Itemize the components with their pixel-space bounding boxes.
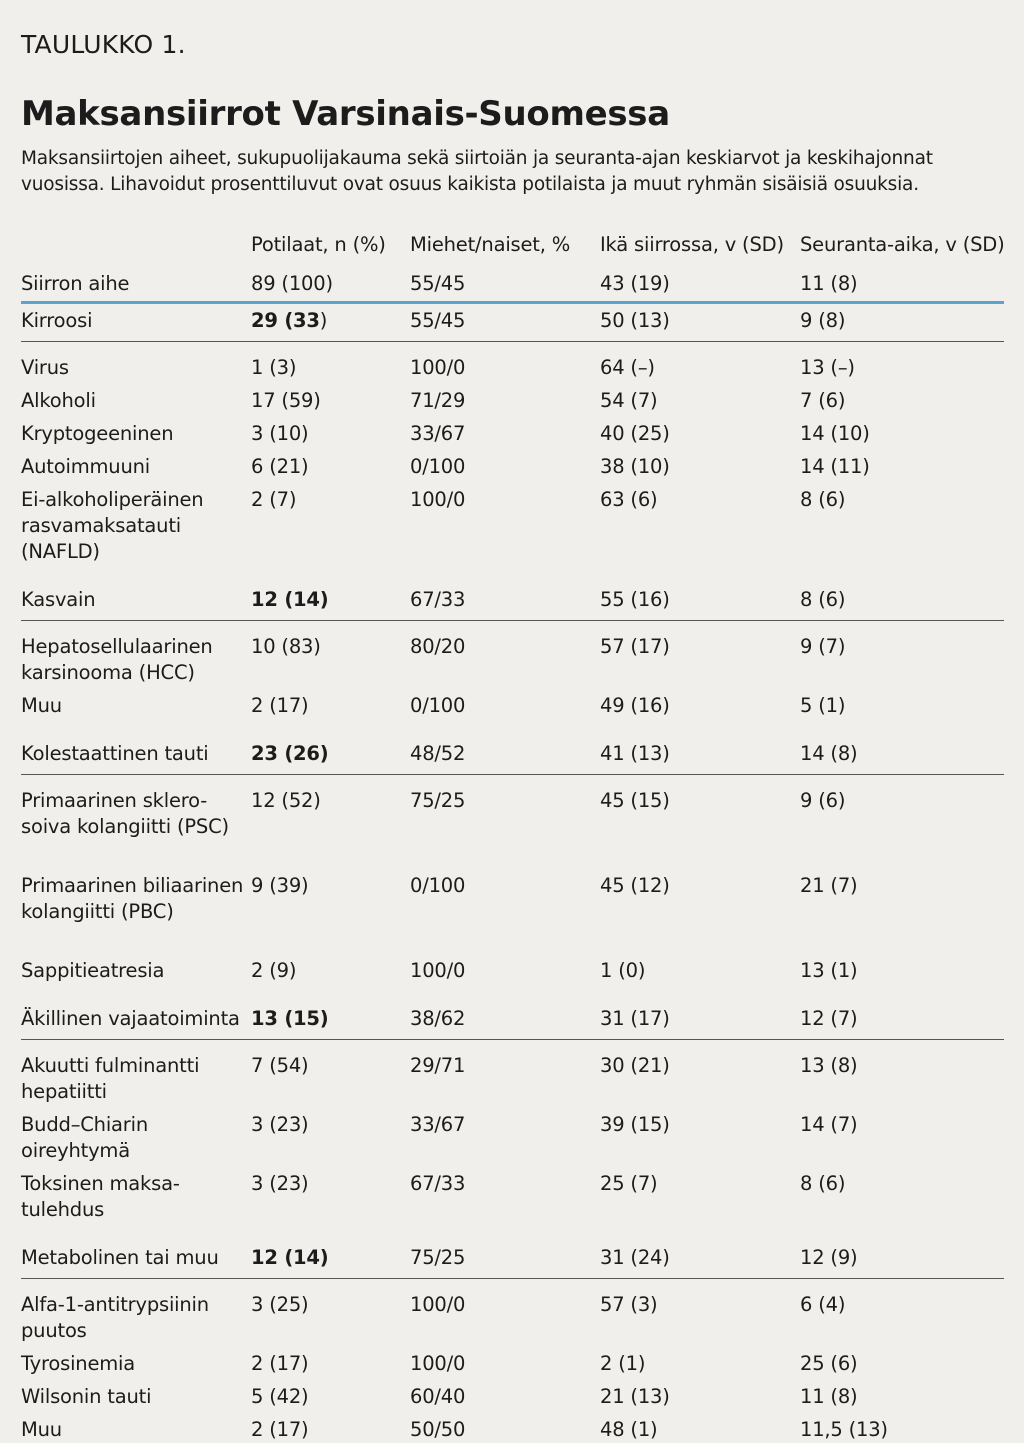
- table-row: [21, 1105, 1004, 1164]
- table-cell: 11 (8): [800, 272, 858, 295]
- table-cell: 23 (26): [251, 742, 329, 765]
- table-cell: 13 (–): [800, 356, 855, 379]
- table-cell: 38 (10): [600, 455, 670, 478]
- table-row: [21, 686, 1004, 719]
- table-cell: 9 (7): [800, 635, 846, 658]
- row-label: Primaarinen sklero-soiva kolangiitti (PSC): [21, 789, 229, 838]
- table-cell: 49 (16): [600, 694, 670, 717]
- table-row: [21, 381, 1004, 414]
- table-cell: 1 (0): [600, 959, 646, 982]
- table-cell: 80/20: [410, 635, 466, 658]
- table-cell: 3 (25): [251, 1293, 309, 1316]
- table-cell: 75/25: [410, 1246, 466, 1269]
- table-cell: 41 (13): [600, 742, 670, 765]
- table-row: [21, 1344, 1004, 1377]
- row-label: Ei-alkoholiperäinen rasvamaksatauti (NAFLD): [21, 488, 204, 563]
- table-cell: 11 (8): [800, 1385, 858, 1408]
- table-cell: 14 (11): [800, 455, 870, 478]
- table-cell: 54 (7): [600, 389, 658, 412]
- table-cell: 2 (17): [251, 1418, 309, 1441]
- table-caption: Maksansiirtojen aiheet, sukupuolijakauma sekä siirtoiän ja seuranta-ajan keskiarvot ja keskihajonnat vuosissa. Lihavoidut prosenttiluvut ovat osuus kaikista potilaista ja muut ryhmän sisäisiä osuuksia.: [21, 148, 933, 195]
- table-row: [21, 1279, 1004, 1344]
- row-label: Muu: [21, 694, 62, 717]
- table-cell: 10 (83): [251, 635, 321, 658]
- table-row: [21, 342, 1004, 381]
- table-row: [21, 1410, 1004, 1443]
- row-label: Muu: [21, 1418, 62, 1441]
- table-row: [21, 775, 1004, 866]
- table-cell: 9 (39): [251, 874, 309, 897]
- table-cell: [251, 308, 410, 341]
- row-label: Siirron aihe: [21, 272, 130, 295]
- table-cell: 7 (6): [800, 389, 846, 412]
- table-cell: 3 (10): [251, 422, 309, 445]
- table-cell: 5 (42): [251, 1385, 309, 1408]
- row-label: Kasvain: [21, 588, 96, 611]
- table-cell: 50 (13): [600, 309, 670, 332]
- table-cell: 9 (6): [800, 789, 846, 812]
- row-label: Toksinen maksa-tulehdus: [21, 1172, 180, 1221]
- group-header-row: [21, 1223, 1004, 1279]
- row-label: Sappitieatresia: [21, 959, 165, 982]
- row-label: Akuutti fulminantti hepatiitti: [21, 1054, 200, 1103]
- table-cell: 31 (24): [600, 1246, 670, 1269]
- table-cell: 38/62: [410, 1007, 466, 1030]
- table-cell: 0/100: [410, 455, 466, 478]
- bold-value: 29 (33: [251, 309, 320, 332]
- table-title: Maksansiirrot Varsinais-Suomessa: [21, 94, 670, 134]
- table-cell: 2 (17): [251, 1352, 309, 1375]
- total-row: [21, 266, 1004, 304]
- table-cell: 55 (16): [600, 588, 670, 611]
- table-cell: 31 (17): [600, 1007, 670, 1030]
- row-label: Hepatosellulaarinen karsinooma (HCC): [21, 635, 213, 684]
- table-cell: 12 (9): [800, 1246, 858, 1269]
- table-row: [21, 1377, 1004, 1410]
- table-cell: 100/0: [410, 1293, 466, 1316]
- row-label: Autoimmuuni: [21, 455, 150, 478]
- table-cell: 7 (54): [251, 1054, 309, 1077]
- column-header: Potilaat, n (%): [251, 233, 386, 256]
- table-cell: 63 (6): [600, 488, 658, 511]
- row-label: Virus: [21, 356, 69, 379]
- table-row: [21, 414, 1004, 447]
- table-row: [21, 447, 1004, 480]
- table-cell: 9 (8): [800, 309, 846, 332]
- table-cell: 13 (15): [251, 1007, 329, 1030]
- table-cell: 100/0: [410, 356, 466, 379]
- table-cell: 8 (6): [800, 1172, 846, 1195]
- value-suffix: ): [319, 309, 328, 332]
- row-label: Budd–Chiarin oireyhtymä: [21, 1113, 148, 1162]
- column-header: Seuranta-aika, v (SD): [800, 233, 1005, 256]
- table-label: TAULUKKO 1.: [21, 30, 186, 59]
- row-label: Kirroosi: [21, 309, 93, 332]
- table-cell: 45 (12): [600, 874, 670, 897]
- table-cell: 6 (21): [251, 455, 309, 478]
- group-header-row: [21, 719, 1004, 775]
- table-cell: 40 (25): [600, 422, 670, 445]
- row-label: Tyrosinemia: [21, 1352, 136, 1375]
- row-label: Primaarinen biliaarinen kolangiitti (PBC): [21, 874, 244, 923]
- table-cell: 33/67: [410, 422, 466, 445]
- table-cell: 12 (52): [251, 789, 321, 812]
- table-cell: 5 (1): [800, 694, 846, 717]
- data-table: [21, 228, 1004, 1443]
- table-cell: 0/100: [410, 874, 466, 897]
- column-header: Ikä siirrossa, v (SD): [600, 233, 784, 256]
- column-header-row: [21, 228, 1004, 266]
- table-cell: 12 (7): [800, 1007, 858, 1030]
- table-cell: 12 (14): [251, 588, 329, 611]
- table-cell: 100/0: [410, 959, 466, 982]
- table-cell: 50/50: [410, 1418, 466, 1441]
- table-cell: 8 (6): [800, 588, 846, 611]
- table-cell: 13 (8): [800, 1054, 858, 1077]
- table-cell: 2 (1): [600, 1352, 646, 1375]
- table-cell: 17 (59): [251, 389, 321, 412]
- table-cell: 33/67: [410, 1113, 466, 1136]
- table-cell: 25 (6): [800, 1352, 858, 1375]
- table-cell: 11,5 (13): [800, 1418, 888, 1441]
- table-cell: 57 (17): [600, 635, 670, 658]
- table-cell: 14 (10): [800, 422, 870, 445]
- group-header-row: [21, 565, 1004, 621]
- table-cell: 48 (1): [600, 1418, 658, 1441]
- table-cell: 2 (7): [251, 488, 297, 511]
- table-cell: 100/0: [410, 1352, 466, 1375]
- table-cell: 14 (7): [800, 1113, 858, 1136]
- column-header: Miehet/naiset, %: [410, 233, 571, 256]
- table-cell: 3 (23): [251, 1172, 309, 1195]
- table-cell: 48/52: [410, 742, 466, 765]
- group-header-row: [21, 304, 1004, 342]
- table-cell: 67/33: [410, 588, 466, 611]
- table-cell: 29/71: [410, 1054, 466, 1077]
- column-header: [21, 232, 251, 266]
- table-cell: 45 (15): [600, 789, 670, 812]
- table-cell: 30 (21): [600, 1054, 670, 1077]
- row-label: Wilsonin tauti: [21, 1385, 152, 1408]
- table-cell: 55/45: [410, 272, 466, 295]
- table-row: [21, 1164, 1004, 1223]
- table-cell: 89 (100): [251, 272, 333, 295]
- row-label: Metabolinen tai muu: [21, 1246, 219, 1269]
- table-cell: 3 (23): [251, 1113, 309, 1136]
- table-row: [21, 866, 1004, 951]
- table-cell: 25 (7): [600, 1172, 658, 1195]
- table-cell: 21 (13): [600, 1385, 670, 1408]
- table-cell: 12 (14): [251, 1246, 329, 1269]
- table-cell: 0/100: [410, 694, 466, 717]
- table-cell: 6 (4): [800, 1293, 846, 1316]
- table-cell: 13 (1): [800, 959, 858, 982]
- table-cell: 43 (19): [600, 272, 670, 295]
- table-cell: 64 (–): [600, 356, 655, 379]
- table-cell: 14 (8): [800, 742, 858, 765]
- table-cell: 75/25: [410, 789, 466, 812]
- row-label: Alfa-1-antitrypsiinin puutos: [21, 1293, 209, 1342]
- table-cell: 60/40: [410, 1385, 466, 1408]
- group-header-row: [21, 984, 1004, 1040]
- row-label: Äkillinen vajaatoiminta: [21, 1007, 240, 1030]
- table-cell: 39 (15): [600, 1113, 670, 1136]
- table-cell: 100/0: [410, 488, 466, 511]
- table-row: [21, 1040, 1004, 1105]
- table-row: [21, 480, 1004, 565]
- table-cell: 2 (9): [251, 959, 297, 982]
- row-label: Kolestaattinen tauti: [21, 742, 209, 765]
- table-cell: 71/29: [410, 389, 466, 412]
- table-cell: 57 (3): [600, 1293, 658, 1316]
- table-cell: 67/33: [410, 1172, 466, 1195]
- table-row: [21, 621, 1004, 686]
- row-label: Alkoholi: [21, 389, 96, 412]
- row-label: Kryptogeeninen: [21, 422, 174, 445]
- table-cell: 2 (17): [251, 694, 309, 717]
- table-cell: 55/45: [410, 309, 466, 332]
- table-cell: 1 (3): [251, 356, 297, 379]
- table-cell: 8 (6): [800, 488, 846, 511]
- table-cell: 21 (7): [800, 874, 858, 897]
- table-row: [21, 951, 1004, 984]
